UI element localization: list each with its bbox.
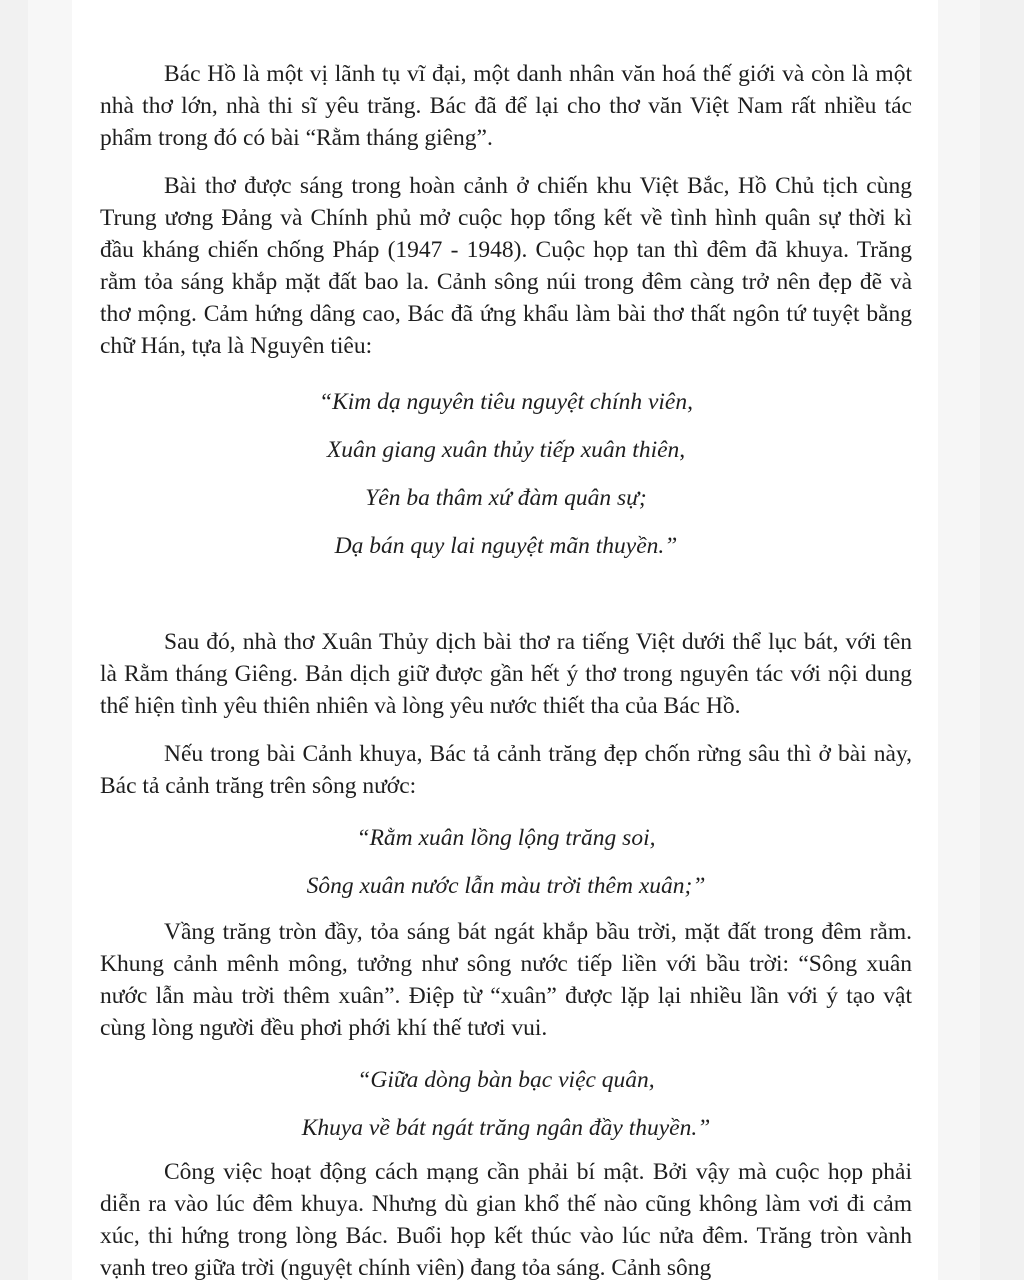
left-margin-edge — [28, 0, 72, 1280]
verse-translation-2 — [100, 1056, 912, 1152]
verse-translation-1 — [100, 814, 912, 910]
paragraph-revolution: Công việc hoạt động cách mạng cần phải bí mật. Bởi vậy mà cuộc họp phải diễn ra vào lúc đêm khuya. Nhưng dù gian khổ thế nào cũng không làm vơi đi cảm xúc, thi hứng trong lòng Bác. Buổi họp kết thúc vào lúc nửa đêm. Trăng tròn vành vạnh treo giữa trời (nguyệt chính viên) đang tỏa sáng. Cảnh sông — [100, 1159, 912, 1280]
verse-line: Khuya về bát ngát trăng ngân đầy thuyền.” — [301, 1115, 711, 1141]
verse-line: “Kim dạ nguyên tiêu nguyệt chính viên, — [319, 389, 693, 415]
document-page — [72, 0, 938, 1280]
verse-line: “Rằm xuân lồng lộng trăng soi, — [356, 825, 656, 851]
verse-line: Yên ba thâm xứ đàm quân sự; — [365, 485, 647, 511]
paragraph-translation: Sau đó, nhà thơ Xuân Thủy dịch bài thơ ra tiếng Việt dưới thể lục bát, với tên là Rằm tháng Giêng. Bản dịch giữ được gần hết ý thơ trong nguyên tác với nội dung thể hiện tình yêu thiên nhiên và lòng yêu nước thiết tha của Bác Hồ. — [100, 629, 912, 719]
left-margin — [0, 0, 72, 1280]
verse-line: Sông xuân nước lẫn màu trời thêm xuân;” — [306, 873, 706, 899]
verse-line: “Giữa dòng bàn bạc việc quân, — [357, 1067, 655, 1093]
right-margin — [938, 0, 1024, 1280]
paragraph-context: Bài thơ được sáng trong hoàn cảnh ở chiến khu Việt Bắc, Hồ Chủ tịch cùng Trung ương Đảng và Chính phủ mở cuộc họp tổng kết về tình hình quân sự thời kì đầu kháng chiến chống Pháp (1947 - 1948). Cuộc họp tan thì đêm đã khuya. Trăng rằm tỏa sáng khắp mặt đất bao la. Cảnh sông núi trong đêm càng trở nên đẹp đẽ và thơ mộng. Cảm hứng dâng cao, Bác đã ứng khẩu làm bài thơ thất ngôn tứ tuyệt bằng chữ Hán, tựa là Nguyên tiêu: — [100, 173, 912, 359]
document-body — [100, 58, 912, 1280]
paragraph-comparison: Nếu trong bài Cảnh khuya, Bác tả cảnh trăng đẹp chốn rừng sâu thì ở bài này, Bác tả cảnh trăng trên sông nước: — [100, 741, 912, 799]
verse-original — [100, 378, 912, 570]
verse-line: Dạ bán quy lai nguyệt mãn thuyền.” — [334, 533, 678, 559]
paragraph-moon-analysis: Vầng trăng tròn đầy, tỏa sáng bát ngát khắp bầu trời, mặt đất trong đêm rằm. Khung cảnh mênh mông, tưởng như sông nước tiếp liền với bầu trời: “Sông xuân nước lẫn màu trời thêm xuân”. Điệp từ “xuân” được lặp lại nhiều lần với ý tạo vật cùng lòng người đều phơi phới khí thế tươi vui. — [100, 919, 912, 1041]
right-margin-edge — [938, 0, 980, 1280]
paragraph-intro: Bác Hồ là một vị lãnh tụ vĩ đại, một danh nhân văn hoá thế giới và còn là một nhà thơ lớn, nhà thi sĩ yêu trăng. Bác đã để lại cho thơ văn Việt Nam rất nhiều tác phẩm trong đó có bài “Rằm tháng giêng”. — [100, 61, 912, 151]
verse-line: Xuân giang xuân thủy tiếp xuân thiên, — [326, 437, 686, 463]
